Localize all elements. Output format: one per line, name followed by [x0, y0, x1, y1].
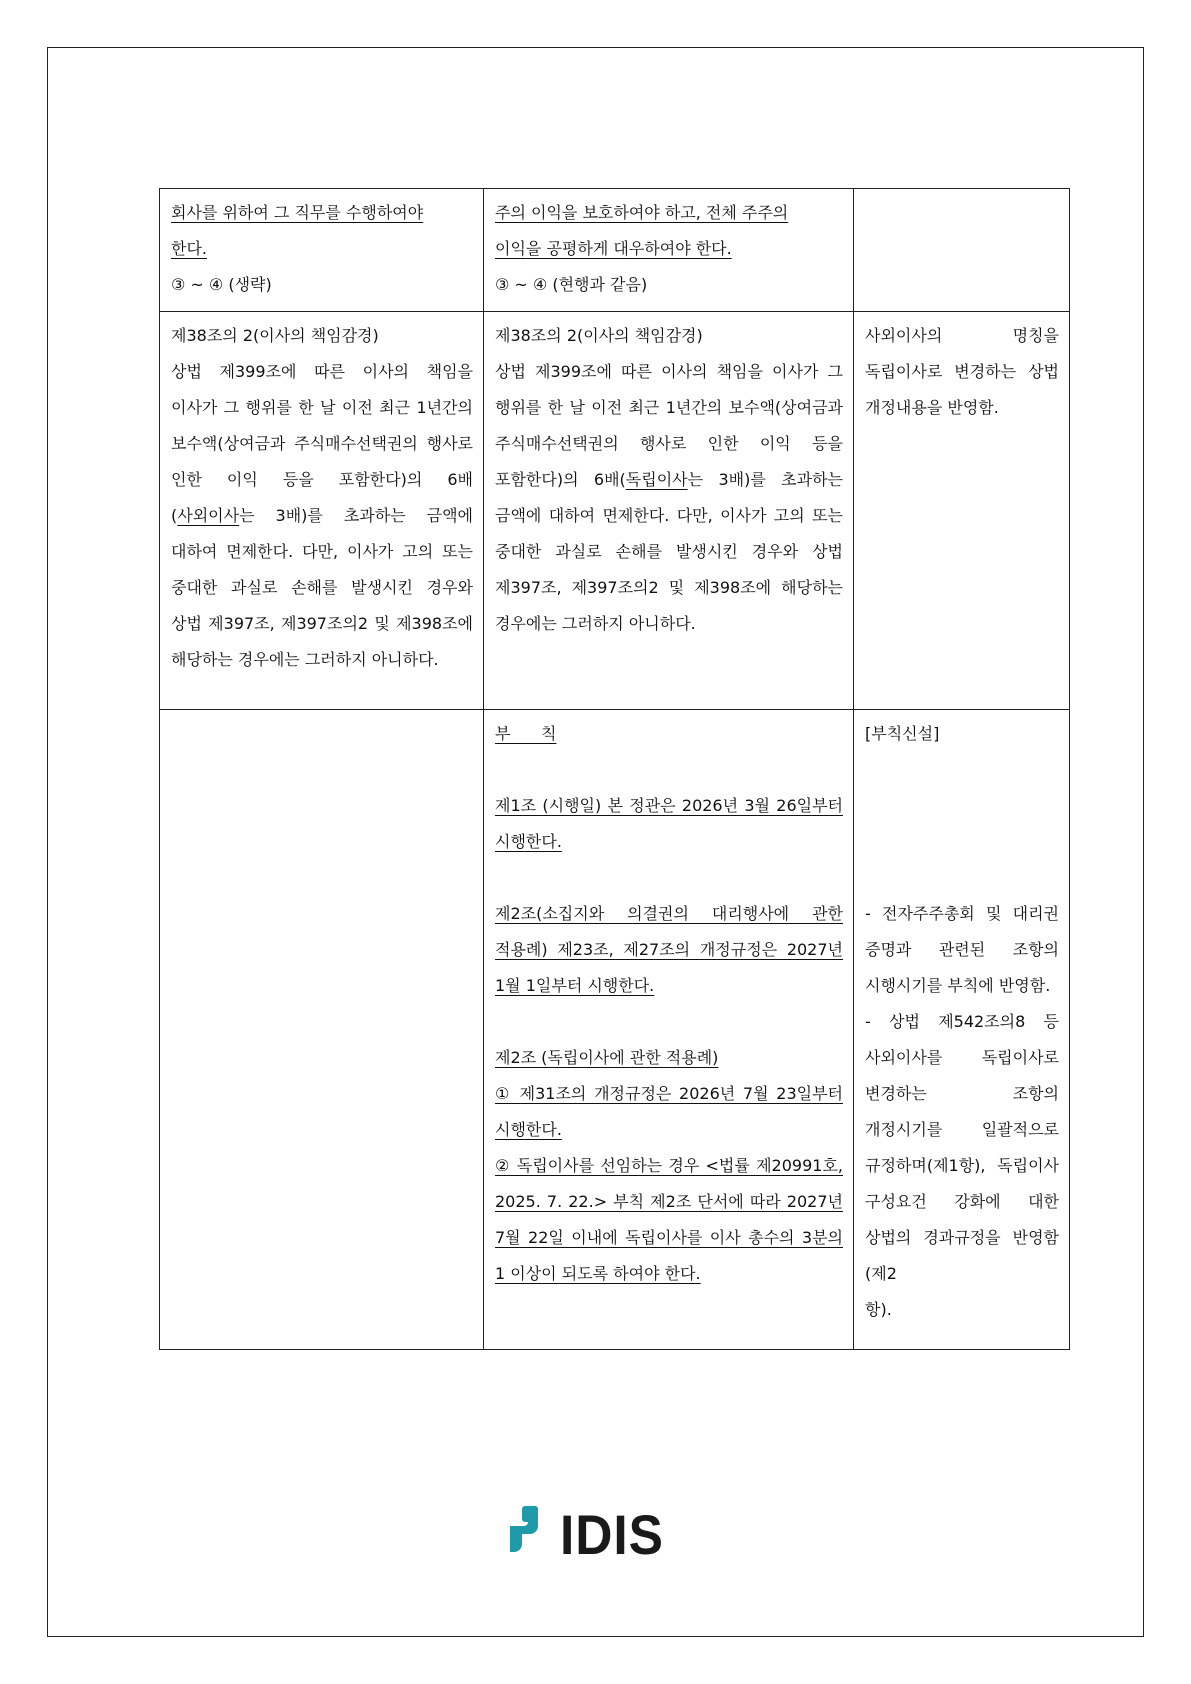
amended-text-cell	[484, 189, 854, 312]
addenda-article: 제2조(소집지와 의결권의 대리행사에 관한 적용례) 제23조, 제27조의 개정규정은 2027년 1월 1일부터 시행한다.	[495, 904, 843, 995]
addenda-paragraph: ① 제31조의 개정규정은 2026년 7월 23일부터 시행한다.	[495, 1084, 843, 1139]
article-body: 상법 제399조에 따른 이사의 책임을 이사가 그 행위를 한 날 이전 최근 1년간의 보수액(상여금과 주식매수선택권의 행사로 인한 이익 등을 포함한다)의 6배(사외이사는 3배)를 초과하는 금액에 대하여 면제한다. 다만, 이사가 고의 또는 중대한 과실로 손해를 발생시킨 경우와 상법 제397조, 제397조의2 및 제398조에 해당하는 경우에는 그러하지 아니하다.	[171, 362, 473, 669]
reason-cell	[854, 189, 1070, 312]
reason-note-tail: 항).	[865, 1300, 892, 1319]
article-title: 제38조의 2(이사의 책임감경)	[171, 326, 379, 345]
company-logo	[500, 1504, 678, 1564]
logo-wordmark: IDIS	[560, 1503, 664, 1566]
reason-note: - 상법 제542조의8 등 사외이사를 독립이사로 변경하는 조항의 개정시기를 일괄적으로 규정하며(제1항), 독립이사 구성요건 강화에 대한 상법의 경과규정을 반영함(제2	[865, 1012, 1059, 1283]
amendment-table	[159, 188, 1070, 1350]
current-text-line: 회사를 위하여 그 직무를 수행하여야	[171, 203, 424, 222]
current-text-line: ③ ~ ④ (생략)	[171, 275, 272, 294]
addenda-paragraph: ② 독립이사를 선임하는 경우 <법률 제20991호, 2025. 7. 22.> 부칙 제2조 단서에 따라 2027년 7월 22일 이내에 독립이사를 이사 총수의 3분의 1 이상이 되도록 하여야 한다.	[495, 1156, 843, 1283]
addenda-article-title: 제2조 (독립이사에 관한 적용례)	[495, 1048, 719, 1067]
underlined-term: 사외이사	[177, 506, 240, 525]
current-text-line: 한다.	[171, 239, 207, 258]
amended-text-line: 주의 이익을 보호하여야 하고, 전체 주주의	[495, 203, 789, 222]
current-text-cell	[160, 312, 484, 710]
amended-text-line: 이익을 공평하게 대우하여야 한다.	[495, 239, 732, 258]
table-row	[160, 710, 1070, 1350]
reason-cell	[854, 710, 1070, 1350]
addenda-article: 제1조 (시행일) 본 정관은 2026년 3월 26일부터 시행한다.	[495, 796, 843, 851]
current-text-cell	[160, 710, 484, 1350]
reason-note: - 전자주주총회 및 대리권 증명과 관련된 조항의 시행시기를 부칙에 반영함.	[865, 904, 1059, 995]
amended-text-line: ③ ~ ④ (현행과 같음)	[495, 275, 648, 294]
article-title: 제38조의 2(이사의 책임감경)	[495, 326, 703, 345]
underlined-term: 독립이사	[625, 470, 688, 489]
table-row	[160, 312, 1070, 710]
amended-text-cell	[484, 312, 854, 710]
table-row	[160, 189, 1070, 312]
addenda-heading: 부 칙	[495, 724, 557, 743]
reason-cell: 사외이사의 명칭을 독립이사로 변경하는 상법 개정내용을 반영함.	[854, 312, 1070, 710]
logo-mark-icon	[500, 1504, 560, 1564]
reason-heading: [부칙신설]	[865, 724, 940, 743]
amended-text-cell	[484, 710, 854, 1350]
current-text-cell	[160, 189, 484, 312]
article-body: 상법 제399조에 따른 이사의 책임을 이사가 그 행위를 한 날 이전 최근 1년간의 보수액(상여금과 주식매수선택권의 행사로 인한 이익 등을 포함한다)의 6배(독립이사는 3배)를 초과하는 금액에 대하여 면제한다. 다만, 이사가 고의 또는 중대한 과실로 손해를 발생시킨 경우와 상법 제397조, 제397조의2 및 제398조에 해당하는 경우에는 그러하지 아니하다.	[495, 362, 843, 633]
